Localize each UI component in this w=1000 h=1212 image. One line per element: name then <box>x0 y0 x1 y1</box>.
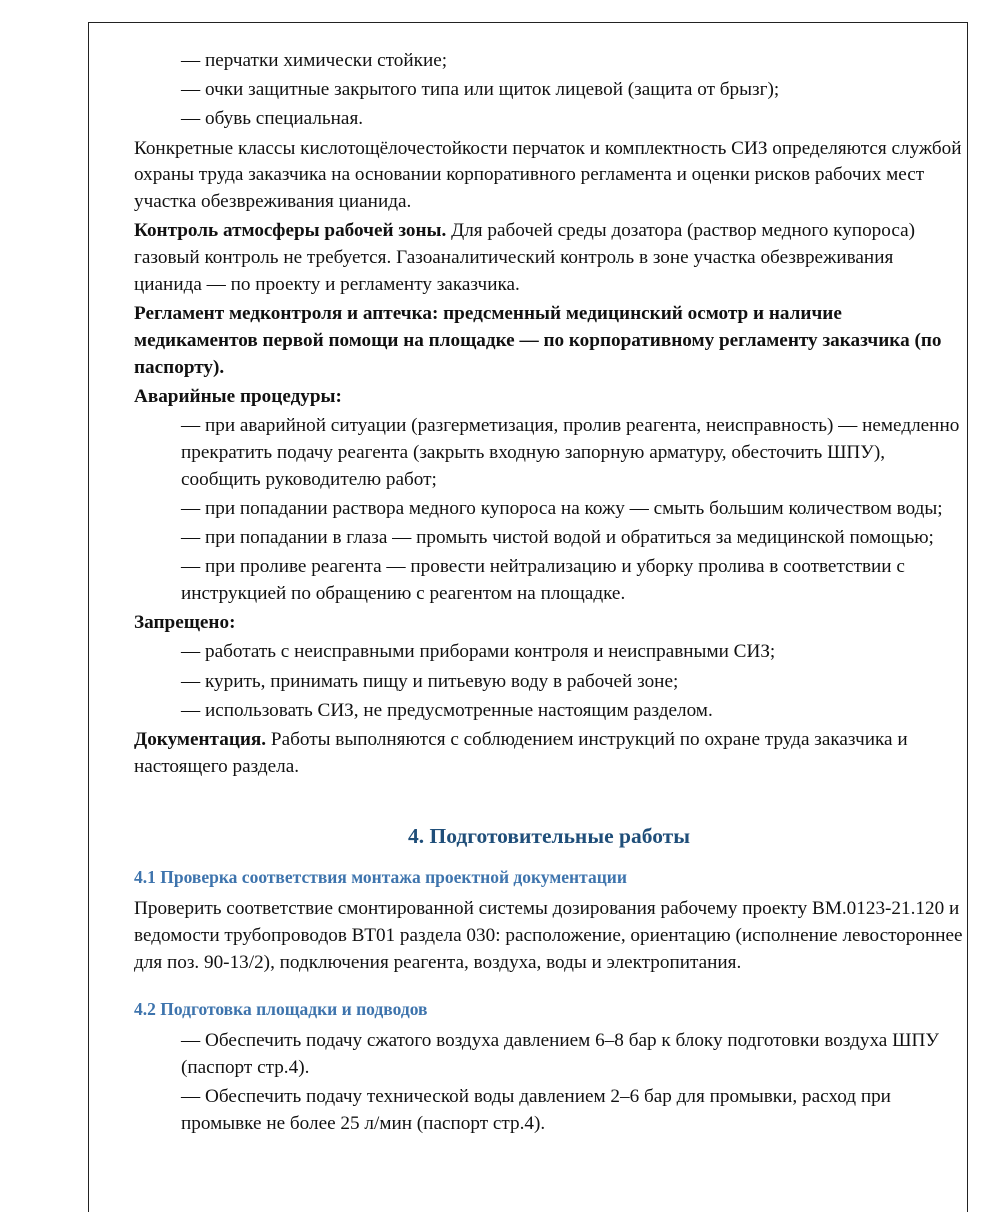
documentation-paragraph <box>134 727 964 781</box>
medical-paragraph: Регламент медконтроля и аптечка: предсменный медицинский осмотр и наличие медикаментов первой помощи на площадке — по корпоративному регламенту заказчика (по паспорту). <box>134 303 942 378</box>
emergency-heading: Аварийные процедуры: <box>134 385 342 407</box>
section-4-1-text: Проверить соответствие смонтированной системы дозирования рабочему проекту ВМ.0123-21.120 и ведомости трубопроводов ВТ01 раздела 030: расположение, ориентацию (исполнение левостороннее для поз. 90-13/2), подключения реагента, воздуха, воды и электропитания. <box>134 897 963 973</box>
preparation-item: — Обеспечить подачу сжатого воздуха давлением 6–8 бар к блоку подготовки воздуха ШПУ (паспорт стр.4). <box>181 1029 939 1078</box>
emergency-item: — при проливе реагента — провести нейтрализацию и уборку пролива в соответствии с инструкцией по обращению с реагентом на площадке. <box>181 556 905 605</box>
forbidden-heading: Запрещено: <box>134 612 236 634</box>
atmosphere-label: Контроль атмосферы рабочей зоны. <box>134 220 447 242</box>
forbidden-item: — использовать СИЗ, не предусмотренные настоящим разделом. <box>181 699 713 721</box>
preparation-item: — Обеспечить подачу технической воды давлением 2–6 бар для промывки, расход при промывке не более 25 л/мин (паспорт стр.4). <box>181 1085 891 1134</box>
document-content <box>134 48 964 1140</box>
ppe-note: Конкретные классы кислотощёлочестойкости перчаток и комплектность СИЗ определяются службой охраны труда заказчика на основании корпоративного регламента и оценки рисков рабочих мест участка обезвреживания цианида. <box>134 137 962 213</box>
ppe-item: — обувь специальная. <box>181 108 364 130</box>
emergency-item: — при аварийной ситуации (разгерметизация, пролив реагента, неисправность) — немедленно прекратить подачу реагента (закрыть входную запорную арматуру, обесточить ШПУ), сообщить руководителю работ; <box>181 415 960 490</box>
documentation-label: Документация. <box>134 728 267 750</box>
atmosphere-paragraph <box>134 218 964 298</box>
ppe-item: — очки защитные закрытого типа или щиток лицевой (защита от брызг); <box>181 79 780 101</box>
emergency-item: — при попадании раствора медного купороса на кожу — смыть большим количеством воды; <box>181 497 943 519</box>
forbidden-item: — работать с неисправными приборами контроля и неисправными СИЗ; <box>181 641 776 663</box>
chapter-title: 4. Подготовительные работы <box>407 823 691 848</box>
forbidden-item: — курить, принимать пищу и питьевую воду в рабочей зоне; <box>181 670 679 692</box>
section-title-4-1: 4.1 Проверка соответствия монтажа проектной документации <box>134 866 627 887</box>
section-title-4-2: 4.2 Подготовка площадки и подводов <box>134 998 428 1019</box>
documentation-text: Работы выполняются с соблюдением инструкций по охране труда заказчика и настоящего раздела. <box>134 728 908 777</box>
ppe-item: — перчатки химически стойкие; <box>181 50 448 71</box>
atmosphere-text: Для рабочей среды дозатора (раствор медного купороса) газовый контроль не требуется. Газоаналитический контроль в зоне участка обезвреживания цианида — по проекту и регламенту заказчика. <box>134 220 915 295</box>
emergency-item: — при попадании в глаза — промыть чистой водой и обратиться за медицинской помощью; <box>181 527 934 549</box>
